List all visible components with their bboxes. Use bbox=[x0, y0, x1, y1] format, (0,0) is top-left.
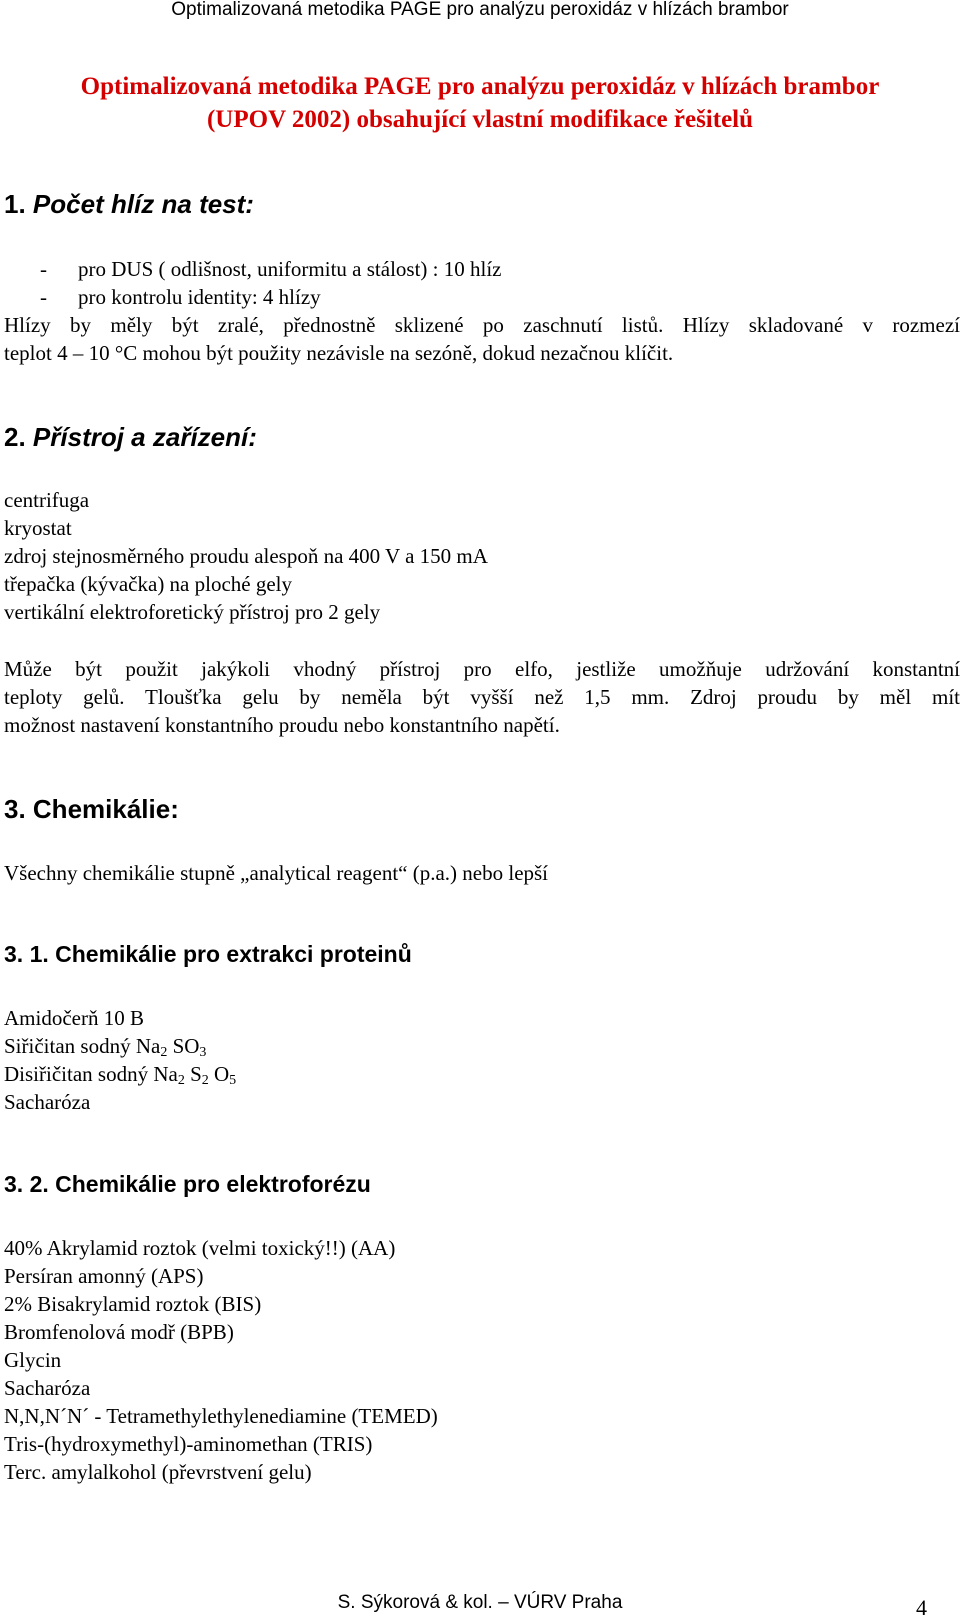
list-item: Tris-(hydroxymethyl)-aminomethan (TRIS) bbox=[4, 1432, 373, 1456]
section-3-2-heading: 3. 2. Chemikálie pro elektroforézu bbox=[4, 1171, 371, 1197]
document-title-line-1: Optimalizovaná metodika PAGE pro analýzu peroxidáz v hlízách brambor bbox=[80, 73, 880, 100]
section-1-number: 1. bbox=[4, 189, 26, 219]
section-2-paragraph-line-2: teploty gelů. Tloušťka gelu by neměla být vyšší než 1,5 mm. Zdroj proudu by měl mít bbox=[4, 685, 960, 709]
list-item: Disiřičitan sodný $Na_2$ $S_2$ $O_5$ bbox=[4, 1062, 237, 1088]
list-item: - pro DUS ( odlišnost, uniformitu a stálost) : 10 hlíz bbox=[40, 257, 502, 281]
section-3-text: Všechny chemikálie stupně „analytical reagent“ (p.a.) nebo lepší bbox=[4, 861, 549, 885]
section-1-heading bbox=[4, 189, 254, 220]
list-item: Persíran amonný (APS) bbox=[4, 1264, 204, 1288]
section-2-paragraph-line-1: Může být použit jakýkoli vhodný přístroj pro elfo, jestliže umožňuje udržování konstantní bbox=[4, 657, 960, 681]
section-2-title: Přístroj a zařízení: bbox=[32, 422, 257, 452]
list-item: N,N,N´N´ - Tetramethylethylenediamine (TEMED) bbox=[4, 1404, 438, 1428]
list-item: Sacharóza bbox=[4, 1376, 91, 1400]
section-1-title: Počet hlíz na test: bbox=[32, 189, 254, 219]
list-item: kryostat bbox=[4, 516, 72, 540]
list-item: Siřičitan sodný $Na_2$ $SO_3$ bbox=[4, 1034, 207, 1060]
footer-authors: S. Sýkorová & kol. – VÚRV Praha bbox=[337, 1592, 623, 1613]
running-header: Optimalizovaná metodika PAGE pro analýzu peroxidáz v hlízách brambor bbox=[171, 0, 789, 20]
list-item: Bromfenolová modř (BPB) bbox=[4, 1320, 234, 1344]
section-2-number: 2. bbox=[4, 422, 26, 452]
list-item: 40% Akrylamid roztok (velmi toxický!!) (AA) bbox=[4, 1236, 396, 1260]
document-title-line-2: (UPOV 2002) obsahující vlastní modifikace řešitelů bbox=[206, 106, 754, 133]
list-item: centrifuga bbox=[4, 488, 90, 512]
list-item: Amidočerň 10 B bbox=[4, 1006, 144, 1030]
section-1-paragraph-line-1: Hlízy by měly být zralé, přednostně sklizené po zaschnutí listů. Hlízy skladované v rozmezí bbox=[4, 313, 960, 337]
section-1-paragraph-line-2: teplot 4 – 10 °C mohou být použity nezávisle na sezóně, dokud nezačnou klíčit. bbox=[4, 341, 674, 365]
list-item: Terc. amylalkohol (převrstvení gelu) bbox=[4, 1460, 312, 1484]
list-item: 2% Bisakrylamid roztok (BIS) bbox=[4, 1292, 262, 1316]
section-2-heading bbox=[4, 422, 257, 453]
list-item: třepačka (kývačka) na ploché gely bbox=[4, 572, 293, 596]
list-item: - pro kontrolu identity: 4 hlízy bbox=[40, 285, 321, 309]
section-3-1-heading: 3. 1. Chemikálie pro extrakci proteinů bbox=[4, 941, 412, 967]
list-item: vertikální elektroforetický přístroj pro 2 gely bbox=[4, 600, 381, 624]
list-item: Sacharóza bbox=[4, 1090, 91, 1114]
section-2-paragraph-line-3: možnost nastavení konstantního proudu nebo konstantního napětí. bbox=[4, 713, 560, 737]
list-item: Glycin bbox=[4, 1348, 62, 1372]
page-number: 4 bbox=[916, 1595, 927, 1620]
list-item: zdroj stejnosměrného proudu alespoň na 400 V a 150 mA bbox=[4, 544, 488, 568]
section-3-heading: 3. Chemikálie: bbox=[4, 794, 179, 824]
